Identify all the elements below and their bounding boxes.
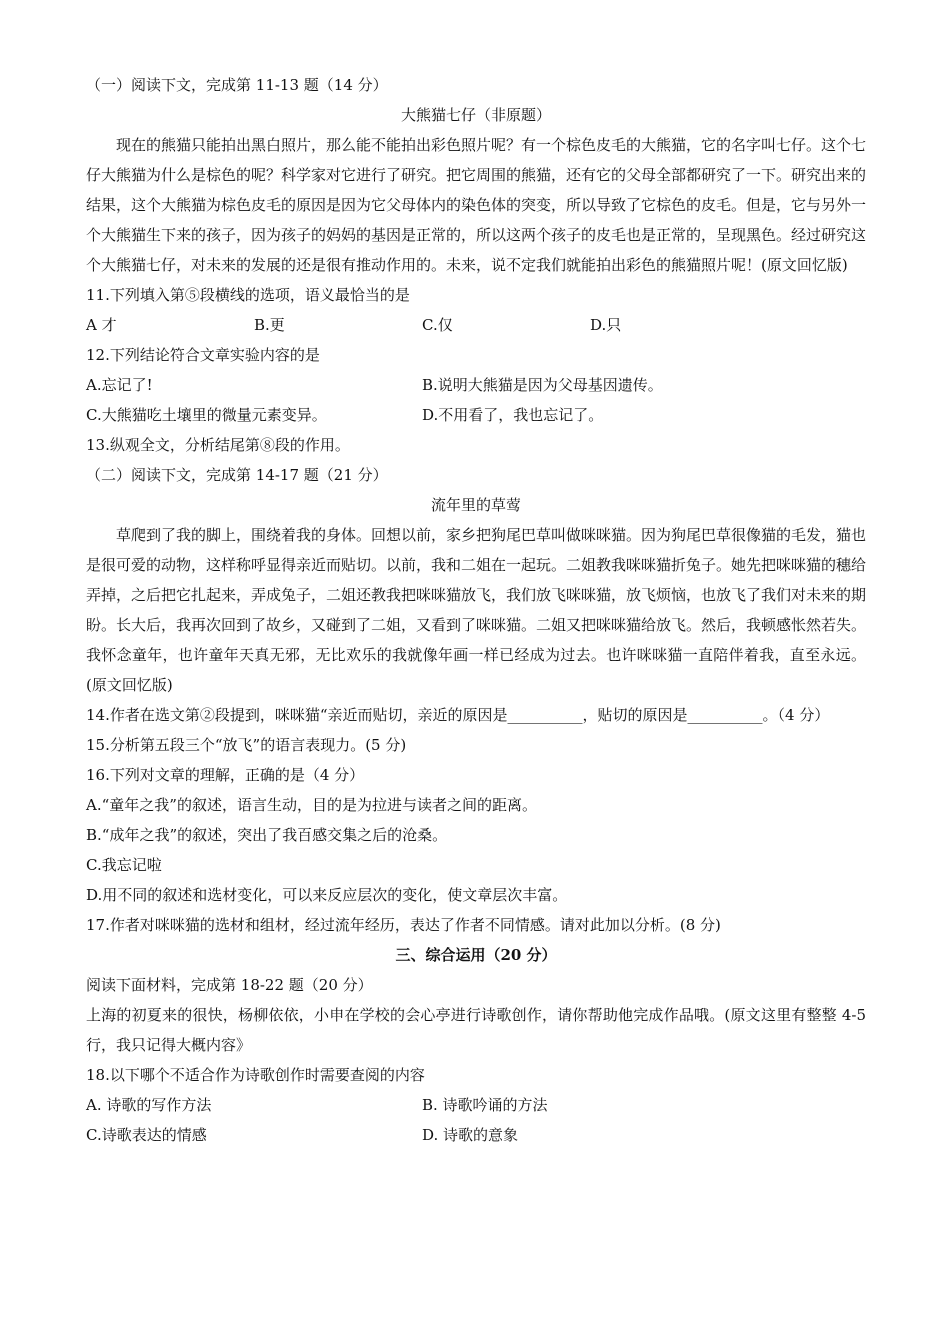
q12-options-row1 bbox=[86, 370, 866, 400]
q18-options-row1 bbox=[86, 1090, 866, 1120]
q11-stem: 11.下列填入第⑤段横线的选项，语义最恰当的是 bbox=[86, 286, 410, 304]
q16-option-d: D.用不同的叙述和选材变化，可以来反应层次的变化，使文章层次丰富。 bbox=[86, 886, 568, 904]
q12-option-d: D.不用看了，我也忘记了。 bbox=[422, 406, 604, 424]
section3-material: 上海的初夏来的很快，杨柳依依，小申在学校的会心亭进行诗歌创作，请你帮助他完成作品哦。(原文这里有整整 4-5 行，我只记得大概内容》 bbox=[86, 1006, 866, 1054]
q12-option-c: C.大熊猫吃土壤里的微量元素变异。 bbox=[86, 406, 327, 424]
q12-stem: 12.下列结论符合文章实验内容的是 bbox=[86, 346, 320, 364]
q18-option-b: B. 诗歌吟诵的方法 bbox=[422, 1096, 548, 1114]
q18-stem: 18.以下哪个不适合作为诗歌创作时需要查阅的内容 bbox=[86, 1066, 425, 1084]
q18-option-d: D. 诗歌的意象 bbox=[422, 1126, 519, 1144]
q16-stem: 16.下列对文章的理解，正确的是（4 分） bbox=[86, 766, 365, 784]
q18-option-c: C.诗歌表达的情感 bbox=[86, 1126, 207, 1144]
section3-intro: 阅读下面材料，完成第 18-22 题（20 分） bbox=[86, 976, 373, 994]
section2-title: 流年里的草莺 bbox=[430, 496, 521, 514]
section1-intro: （一）阅读下文，完成第 11-13 题（14 分） bbox=[86, 76, 388, 94]
section1-paragraph: 现在的熊猫只能拍出黑白照片，那么能不能拍出彩色照片呢？有一个棕色皮毛的大熊猫，它的名字叫七仔。这个七仔大熊猫为什么是棕色的呢？科学家对它进行了研究。把它周围的熊猫，还有它的父母全部都研究了一下。研究出来的结果，这个大熊猫为棕色皮毛的原因是因为它父母体内的染色体的突变，所以导致了它棕色的皮毛。但是，它与另外一个大熊猫生下来的孩子，因为孩子的妈妈的基因是正常的，所以这两个孩子的皮毛也是正常的，呈现黑色。经过研究这个大熊猫七仔，对未来的发展的还是很有推动作用的。未来，说不定我们就能拍出彩色的熊猫照片呢！(原文回忆版) bbox=[86, 136, 867, 274]
q15-stem: 15.分析第五段三个“放飞”的语言表现力。(5 分) bbox=[86, 736, 407, 754]
exam-page bbox=[86, 70, 866, 1150]
q11-option-d: D.只 bbox=[590, 316, 622, 334]
section3-heading: 三、综合运用（20 分） bbox=[395, 946, 557, 964]
section2-paragraph: 草爬到了我的脚上，围绕着我的身体。回想以前，家乡把狗尾巴草叫做咪咪猫。因为狗尾巴草很像猫的毛发，猫也是很可爱的动物，这样称呼显得亲近而贴切。以前，我和二姐在一起玩。二姐教我咪咪猫折兔子。她先把咪咪猫的穗给弄掉，之后把它扎起来，弄成兔子，二姐还教我把咪咪猫放飞，我们放飞咪咪猫，放飞烦恼，也放飞了我们对未来的期盼。长大后，我再次回到了故乡，又碰到了二姐，又看到了咪咪猫。二姐又把咪咪猫给放飞。然后，我顿感怅然若失。我怀念童年，也许童年天真无邪，无比欢乐的我就像年画一样已经成为过去。也许咪咪猫一直陪伴着我，直至永远。(原文回忆版) bbox=[86, 526, 867, 694]
q18-options-row2 bbox=[86, 1120, 866, 1150]
q16-option-c: C.我忘记啦 bbox=[86, 856, 162, 874]
q17-stem: 17.作者对咪咪猫的选材和组材，经过流年经历，表达了作者不同情感。请对此加以分析。(8 分) bbox=[86, 916, 721, 934]
q16-option-b: B.“成年之我”的叙述，突出了我百感交集之后的沧桑。 bbox=[86, 826, 448, 844]
q18-option-a: A. 诗歌的写作方法 bbox=[86, 1096, 212, 1114]
section2-intro: （二）阅读下文，完成第 14-17 题（21 分） bbox=[86, 466, 388, 484]
q13-stem: 13.纵观全文，分析结尾第⑧段的作用。 bbox=[86, 436, 350, 454]
q14-stem: 14.作者在选文第②段提到，咪咪猫“亲近而贴切，亲近的原因是__________，贴切的原因是__________。（4 分） bbox=[86, 706, 830, 724]
q12-option-a: A.忘记了! bbox=[86, 376, 153, 394]
section1-title: 大熊猫七仔（非原题） bbox=[400, 106, 551, 124]
q11-option-a: A 才 bbox=[86, 316, 117, 334]
q12-options-row2 bbox=[86, 400, 866, 430]
q12-option-b: B.说明大熊猫是因为父母基因遗传。 bbox=[422, 376, 663, 394]
q16-option-a: A.“童年之我”的叙述，语言生动，目的是为拉进与读者之间的距离。 bbox=[86, 796, 537, 814]
q11-option-b: B.更 bbox=[254, 316, 285, 334]
q11-options bbox=[86, 310, 866, 340]
q11-option-c: C.仅 bbox=[422, 316, 453, 334]
